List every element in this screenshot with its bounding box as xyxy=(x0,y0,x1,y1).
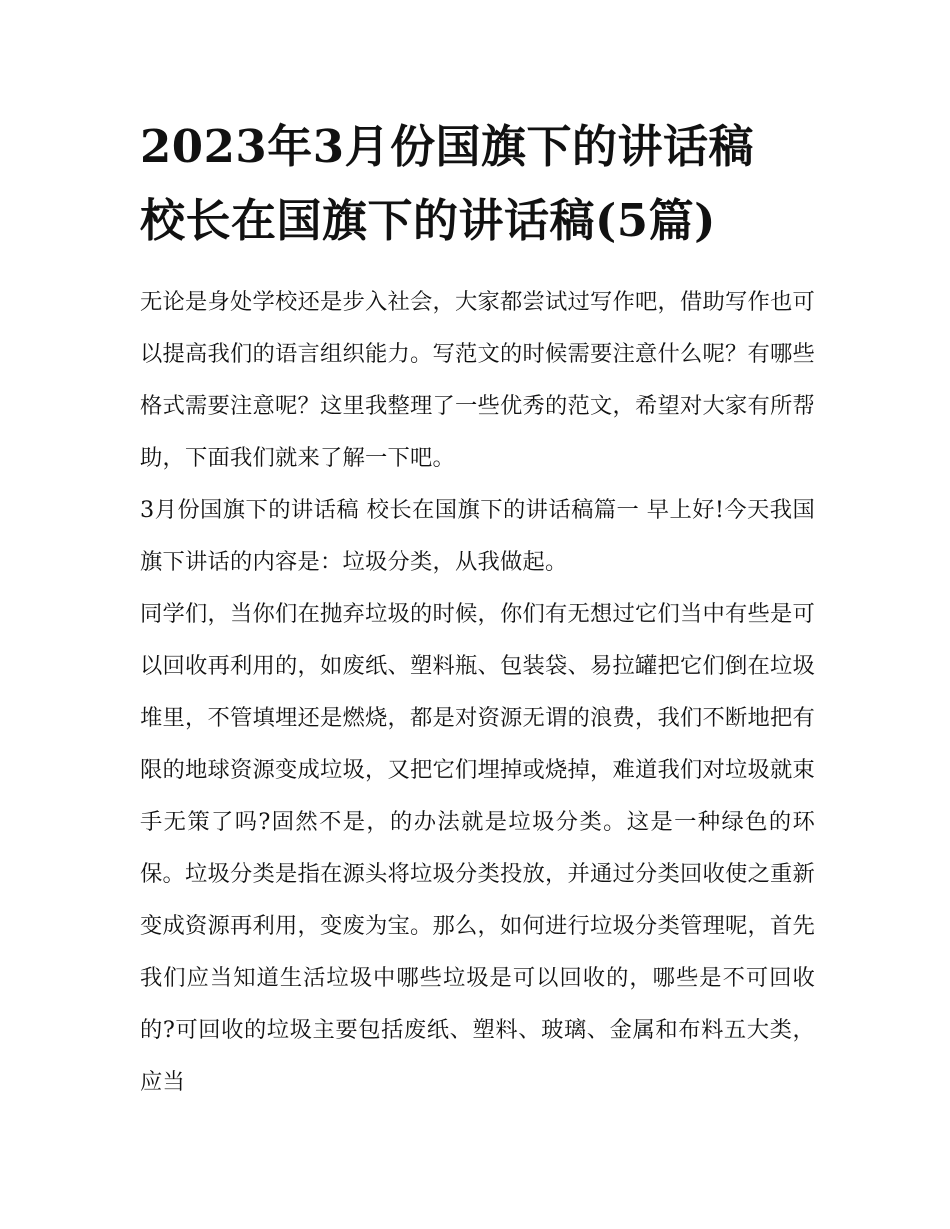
document-page xyxy=(140,110,815,1108)
document-title xyxy=(140,110,815,258)
title-line-1: 2023年3月份国旗下的讲话稿 xyxy=(140,120,755,173)
paragraph-body: 同学们，当你们在抛弃垃圾的时候，你们有无想过它们当中有些是可以回收再利用的，如废纸、塑料瓶、包装袋、易拉罐把它们倒在垃圾堆里，不管填埋还是燃烧，都是对资源无谓的浪费，我们不断地把有限的地球资源变成垃圾，又把它们埋掉或烧掉，难道我们对垃圾就束手无策了吗?固然不是，的办法就是垃圾分类。这是一种绿色的环保。垃圾分类是指在源头将垃圾分类投放，并通过分类回收使之重新变成资源再利用，变废为宝。那么，如何进行垃圾分类管理呢，首先我们应当知道生活垃圾中哪些垃圾是可以回收的，哪些是不可回收的?可回收的垃圾主要包括废纸、塑料、玻璃、金属和布料五大类，应当 xyxy=(140,601,815,1095)
paragraph-greeting: 3月份国旗下的讲话稿 校长在国旗下的讲话稿篇一 早上好!今天我国旗下讲话的内容是：垃圾分类，从我做起。 xyxy=(140,497,815,575)
paragraph-intro: 无论是身处学校还是步入社会，大家都尝试过写作吧，借助写作也可以提高我们的语言组织能力。写范文的时候需要注意什么呢？有哪些格式需要注意呢？这里我整理了一些优秀的范文，希望对大家有所帮助，下面我们就来了解一下吧。 xyxy=(140,289,815,471)
title-line-2: 校长在国旗下的讲话稿(5篇) xyxy=(140,194,716,247)
